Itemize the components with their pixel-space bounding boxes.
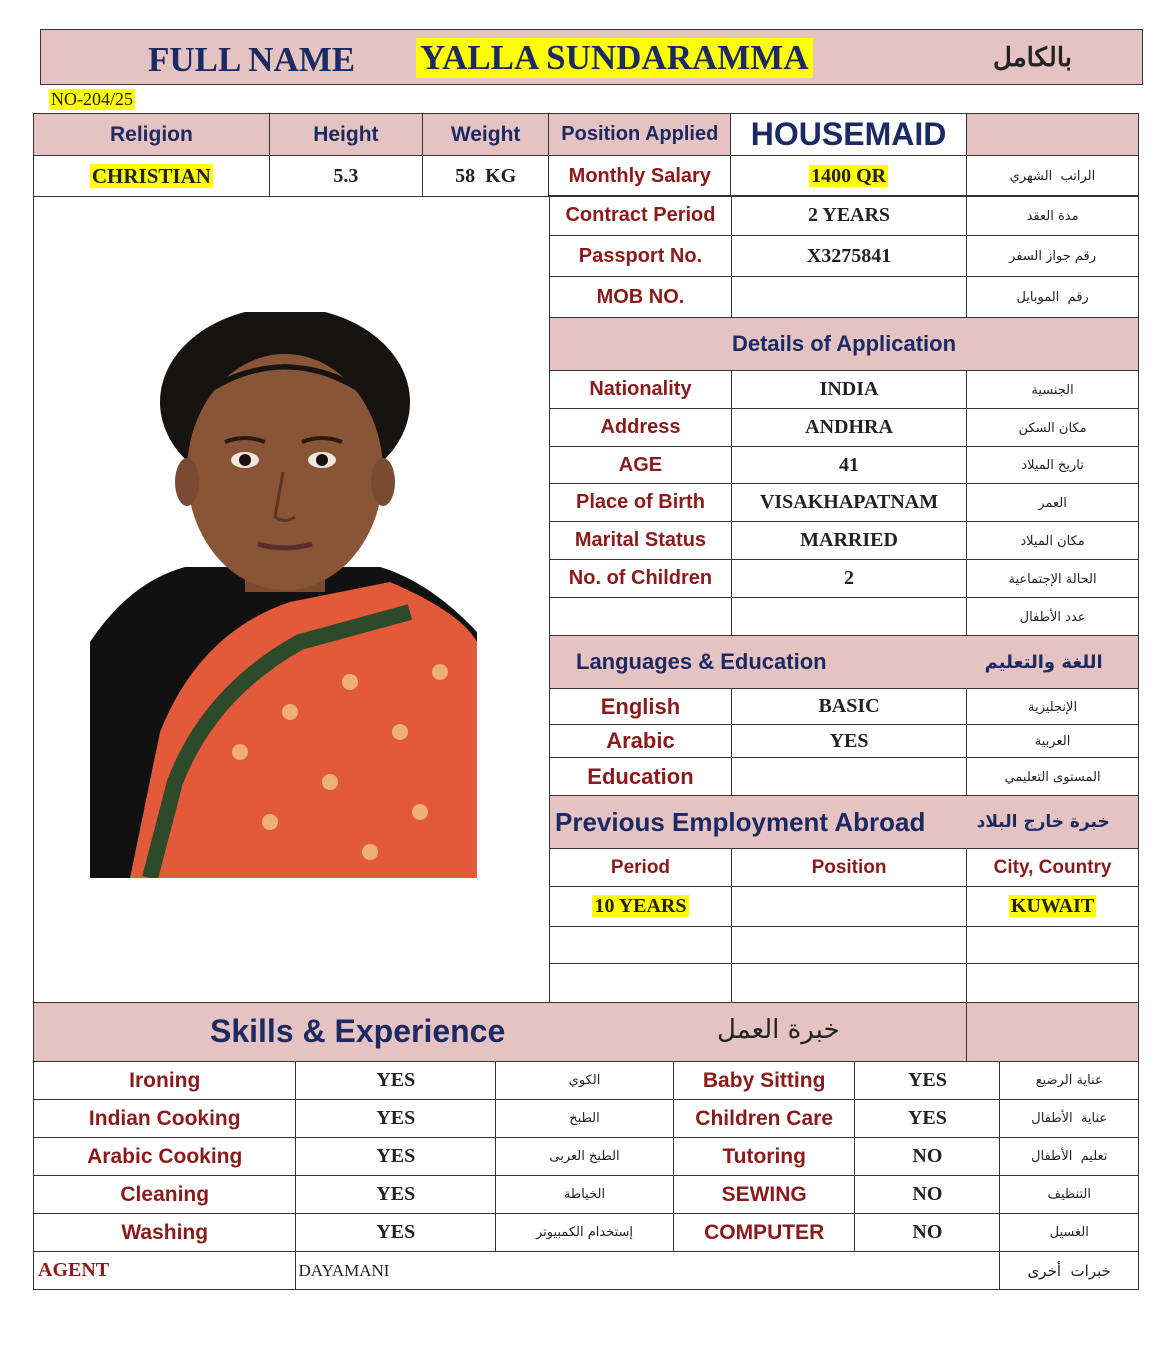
skill-arabic-left: إستخدام الكمبيوتر — [496, 1214, 674, 1252]
skill-arabic-right: عناية الأطفال — [1000, 1100, 1139, 1138]
city-country-header: City, Country — [993, 856, 1112, 878]
skill-value-right: YES — [855, 1062, 1000, 1100]
salary-arabic: الراتب الشهري — [966, 156, 1138, 197]
agent-name: DAYAMANI — [296, 1252, 1000, 1290]
top-info-table — [33, 113, 1139, 197]
table-row — [34, 1138, 1139, 1176]
skill-value-right: NO — [855, 1138, 1000, 1176]
skill-label-right: Children Care — [673, 1100, 854, 1138]
full-name-label: FULL NAME — [148, 40, 356, 79]
languages-title-arabic: اللغة والتعليم — [984, 651, 1103, 673]
table-row — [550, 236, 1139, 277]
mobile-arabic: رقم الموبايل — [1016, 290, 1089, 305]
table-row — [550, 689, 1139, 725]
arabic-label: Arabic — [606, 728, 675, 753]
agent-label: AGENT — [34, 1252, 296, 1290]
nationality-arabic: الجنسية — [1031, 382, 1074, 398]
applicant-portrait-image — [90, 312, 477, 878]
period-header: Period — [610, 856, 671, 878]
table-row — [550, 927, 1139, 964]
skill-arabic-left: الكوي — [496, 1062, 674, 1100]
table-row — [550, 598, 1139, 636]
skill-label-left: Cleaning — [34, 1176, 296, 1214]
details-table — [549, 195, 1139, 1007]
other-experience-arabic: خبرات أخرى — [1000, 1252, 1139, 1290]
address-arabic: مكان السكن — [1018, 420, 1087, 436]
skill-label-left: Arabic Cooking — [34, 1138, 296, 1176]
english-label: English — [600, 693, 681, 719]
applicant-photo — [90, 312, 477, 878]
agent-row — [34, 1252, 1139, 1290]
skill-value-left: YES — [296, 1176, 496, 1214]
skills-title: Skills & Experience — [210, 1013, 506, 1049]
skills-table — [33, 1061, 1139, 1290]
children-value: 2 — [844, 567, 855, 589]
nationality-value: INDIA — [819, 378, 879, 400]
arabic-arabic: العربية — [1034, 734, 1071, 749]
table-row — [550, 887, 1139, 927]
children-count-arabic: عدد الأطفال — [1019, 609, 1086, 625]
nationality-label: Nationality — [589, 378, 692, 400]
languages-title: Languages & Education — [576, 649, 827, 674]
reference-number: NO-204/25 — [51, 89, 133, 109]
employment-title-arabic: خبرة خارج البلاد — [976, 812, 1110, 832]
religion-header: Religion — [34, 114, 270, 156]
skills-title-arabic: خبرة العمل — [717, 1015, 840, 1045]
birthplace-arabic: العمر — [1038, 495, 1067, 511]
skill-label-right: SEWING — [673, 1176, 854, 1214]
age-label: AGE — [618, 453, 663, 476]
skill-label-left: Washing — [34, 1214, 296, 1252]
english-arabic: الإنجليزية — [1028, 699, 1078, 715]
full-name-bar — [40, 29, 1143, 85]
children-label: No. of Children — [568, 567, 713, 589]
skill-value-right: NO — [855, 1214, 1000, 1252]
skill-label-left: Indian Cooking — [34, 1100, 296, 1138]
skill-arabic-left: الطبخ — [496, 1100, 674, 1138]
skills-header-divider — [966, 1003, 967, 1061]
salary-value: 1400 QR — [731, 156, 967, 197]
marital-status-label: Marital Status — [574, 529, 707, 551]
marital-status-value: MARRIED — [800, 529, 898, 551]
details-title: Details of Application — [731, 331, 957, 356]
passport-value: X3275841 — [806, 244, 892, 267]
age-value: 41 — [839, 453, 860, 476]
religion-value: CHRISTIAN — [34, 156, 270, 197]
skills-section-header — [33, 1002, 1139, 1062]
height-value: 5.3 — [269, 156, 422, 197]
table-row — [550, 409, 1139, 447]
employment-period-value: 10 YEARS — [594, 895, 687, 917]
employment-section-header — [550, 796, 1139, 849]
table-row — [550, 484, 1139, 522]
position-value: HOUSEMAID — [731, 114, 967, 156]
table-row — [550, 758, 1139, 796]
skill-arabic-right: عناية الرضيع — [1000, 1062, 1139, 1100]
address-value: ANDHRA — [805, 416, 893, 438]
table-row — [550, 725, 1139, 758]
skill-label-right: Baby Sitting — [673, 1062, 854, 1100]
arabic-value: YES — [829, 729, 869, 752]
contract-period-value: 2 YEARS — [808, 204, 891, 226]
table-row — [550, 196, 1139, 236]
skill-label-left: Ironing — [34, 1062, 296, 1100]
skill-arabic-right: تعليم الأطفال — [1000, 1138, 1139, 1176]
passport-label: Passport No. — [578, 244, 703, 267]
education-arabic: المستوى التعليمي — [1004, 769, 1101, 785]
passport-arabic: رقم جواز السفر — [1009, 249, 1097, 264]
skill-value-right: NO — [855, 1176, 1000, 1214]
languages-section-header — [550, 636, 1139, 689]
employment-title: Previous Employment Abroad — [555, 806, 926, 837]
marital-status-arabic: مكان الميلاد — [1020, 533, 1085, 549]
skill-value-left: YES — [296, 1062, 496, 1100]
weight-header: Weight — [422, 114, 548, 156]
skill-label-right: Tutoring — [673, 1138, 854, 1176]
position-header: Position Applied — [549, 114, 731, 156]
table-row — [34, 1062, 1139, 1100]
children-arabic: الحالة الإجتماعية — [1008, 571, 1097, 587]
height-header: Height — [269, 114, 422, 156]
table-row — [550, 277, 1139, 318]
english-value: BASIC — [818, 695, 880, 717]
skill-arabic-left: الخياطة — [496, 1176, 674, 1214]
full-name-arabic: بالكامل — [993, 42, 1072, 72]
weight-value: 58 KG — [422, 156, 548, 197]
table-row — [550, 522, 1139, 560]
details-section-header — [550, 318, 1139, 371]
education-label: Education — [587, 763, 694, 789]
position-col-header: Position — [811, 856, 887, 878]
table-row — [550, 371, 1139, 409]
address-label: Address — [600, 416, 681, 438]
table-row — [550, 964, 1139, 1007]
salary-label: Monthly Salary — [549, 156, 731, 197]
full-name-value: YALLA SUNDARAMMA — [416, 38, 813, 78]
mobile-label: MOB NO. — [596, 285, 685, 308]
skill-label-right: COMPUTER — [673, 1214, 854, 1252]
skill-arabic-right: الغسيل — [1000, 1214, 1139, 1252]
table-row — [34, 1214, 1139, 1252]
employment-header-row — [550, 849, 1139, 887]
skill-value-left: YES — [296, 1100, 496, 1138]
position-arabic-cell — [966, 114, 1138, 156]
employment-city-value: KUWAIT — [1010, 895, 1095, 917]
table-row — [34, 1176, 1139, 1214]
skill-value-left: YES — [296, 1214, 496, 1252]
birthplace-value: VISAKHAPATNAM — [759, 491, 939, 513]
skill-arabic-left: الطبخ العربى — [496, 1138, 674, 1176]
age-arabic: تاريخ الميلاد — [1021, 458, 1084, 473]
table-row — [550, 447, 1139, 484]
table-row — [550, 560, 1139, 598]
contract-period-arabic: مدة العقد — [1026, 208, 1079, 224]
skill-value-left: YES — [296, 1138, 496, 1176]
skill-arabic-right: التنظيف — [1000, 1176, 1139, 1214]
contract-period-label: Contract Period — [565, 204, 716, 226]
table-row — [34, 1100, 1139, 1138]
skill-value-right: YES — [855, 1100, 1000, 1138]
birthplace-label: Place of Birth — [576, 491, 705, 513]
